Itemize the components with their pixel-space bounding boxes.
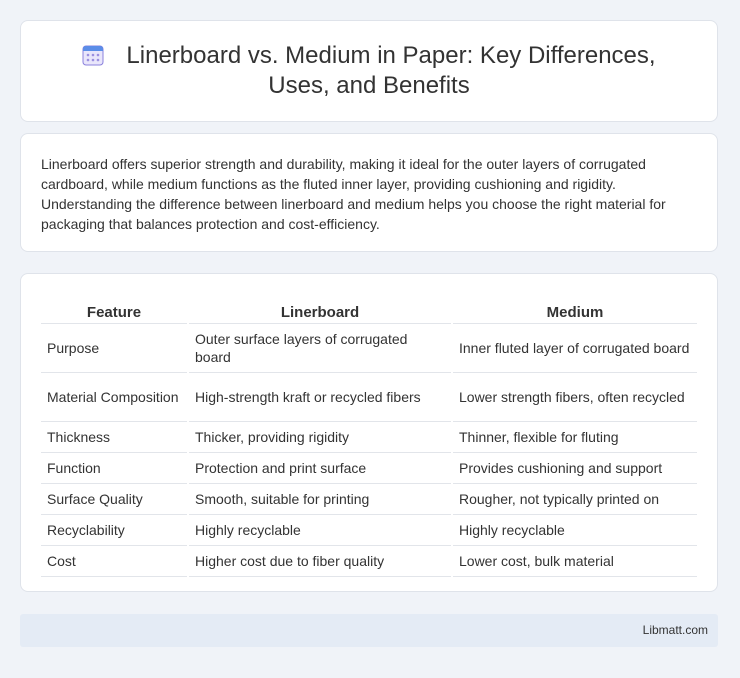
cell-feature: Material Composition (41, 373, 187, 422)
comparison-table (39, 294, 699, 577)
cell-feature: Cost (41, 546, 187, 577)
cell-linerboard: Thicker, providing rigidity (189, 422, 451, 453)
cell-medium: Lower strength fibers, often recycled (453, 373, 697, 422)
footer (20, 614, 718, 647)
cell-linerboard: Protection and print surface (189, 453, 451, 484)
header-feature: Feature (41, 294, 187, 324)
table-row (41, 373, 697, 422)
cell-linerboard: Outer surface layers of corrugated board (189, 324, 451, 373)
table-header-row (41, 294, 697, 324)
header-medium: Medium (453, 294, 697, 324)
cell-medium: Lower cost, bulk material (453, 546, 697, 577)
table-row (41, 453, 697, 484)
cell-feature: Purpose (41, 324, 187, 373)
cell-medium: Highly recyclable (453, 515, 697, 546)
cell-feature: Surface Quality (41, 484, 187, 515)
table-row (41, 546, 697, 577)
cell-medium: Thinner, flexible for fluting (453, 422, 697, 453)
calendar-icon (82, 44, 104, 66)
cell-linerboard: Highly recyclable (189, 515, 451, 546)
page-title: Linerboard vs. Medium in Paper: Key Differences, Uses, and Benefits (126, 42, 656, 99)
cell-feature: Thickness (41, 422, 187, 453)
intro-paragraph: Linerboard offers superior strength and durability, making it ideal for the outer layers of corrugated cardboard, while medium functions as the fluted inner layer, providing cushioning and rigidity. Understanding the difference between linerboard and medium helps you choose the right material for packaging that balances protection and cost-efficiency. (41, 156, 666, 232)
cell-linerboard: Smooth, suitable for printing (189, 484, 451, 515)
cell-medium: Provides cushioning and support (453, 453, 697, 484)
cell-linerboard: Higher cost due to fiber quality (189, 546, 451, 577)
table-row (41, 422, 697, 453)
cell-medium: Rougher, not typically printed on (453, 484, 697, 515)
cell-feature: Function (41, 453, 187, 484)
footer-site-link[interactable]: Libmatt.com (642, 623, 708, 637)
header-linerboard: Linerboard (189, 294, 451, 324)
cell-linerboard: High-strength kraft or recycled fibers (189, 373, 451, 422)
cell-feature: Recyclability (41, 515, 187, 546)
table-row (41, 324, 697, 373)
table-card (20, 273, 718, 592)
title-card (20, 20, 718, 122)
page-title-wrap (49, 41, 689, 101)
table-row (41, 484, 697, 515)
cell-medium: Inner fluted layer of corrugated board (453, 324, 697, 373)
intro-card (20, 133, 718, 252)
table-row (41, 515, 697, 546)
